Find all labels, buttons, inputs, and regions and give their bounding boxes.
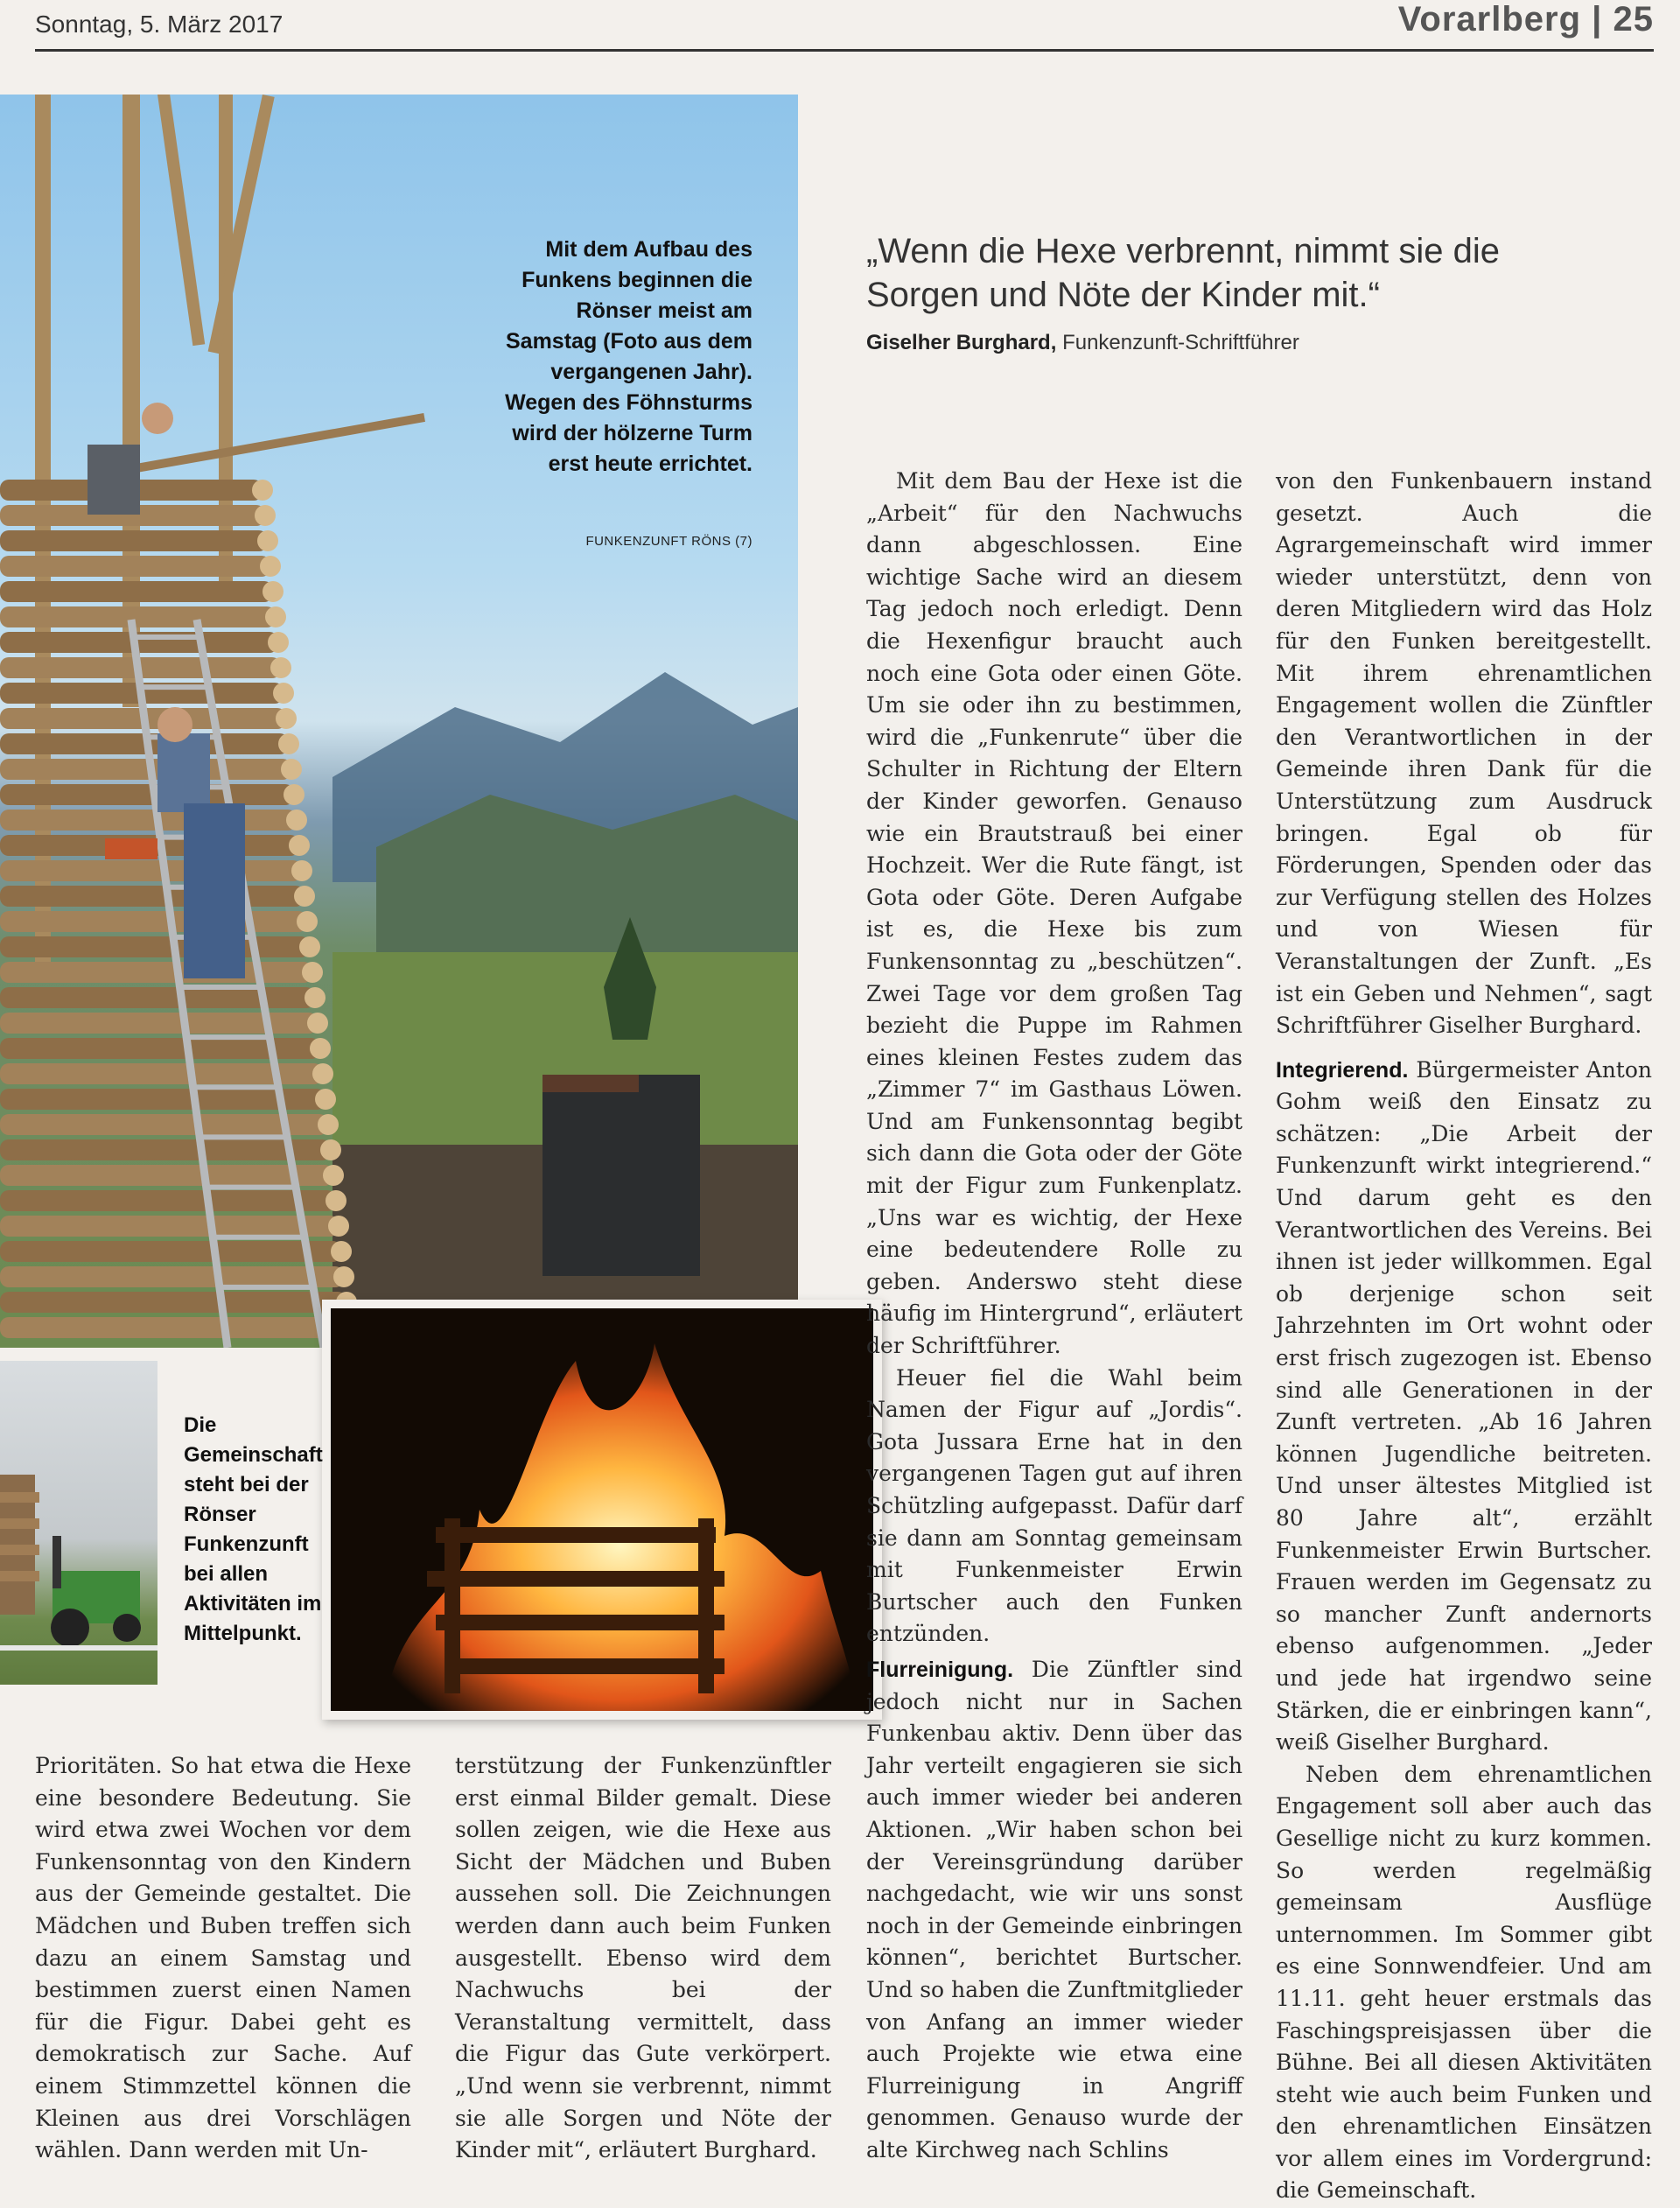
article-column-2 — [455, 1750, 831, 2167]
section-name: Vorarlberg — [1397, 0, 1582, 39]
article-text: Die Zünftler sind jedoch nicht nur in Sachen Funkenbau aktiv. Denn über das Jahr verteilt engagieren sie sich auch immer wieder bei anderen Aktionen. „Wir haben schon bei der Vereinsgründung darüber nachgedacht, wie wir uns sonst noch in der Gemeinde einbringen können“, berichtet Burtscher. Und so haben die Zunftmitglieder von Anfang an immer wieder auch Projekte wie etwa eine Flurreinigung in Angriff genommen. Genauso wurde der alte Kirchweg nach Schlins — [866, 1657, 1242, 2162]
article-paragraph — [866, 1654, 1242, 2167]
header-rule — [35, 49, 1654, 52]
article-column-4 — [1276, 466, 1652, 2207]
subheading-flurreinigung: Flurreinigung. — [866, 1658, 1014, 1682]
funken-fire-illustration — [331, 1308, 873, 1711]
quote-author: Giselher Burghard, — [866, 331, 1057, 354]
article-column-1 — [35, 1750, 411, 2167]
side-photo-caption: Die Gemeinschaft steht bei der Rönser Funkenzunft bei allen Aktivitäten im Mittelpunkt. — [184, 1413, 323, 1645]
article-text: Bürgermeister Anton Gohm weiß den Einsatz zu schätzen: „Die Arbeit der Funkenzunft wirkt integrierend.“ Und darum geht es den Verantwortlichen des Vereins. Bei ihnen ist jeder willkommen. Egal ob derjenige schon seit Jahrzehnten im Ort wohnt oder erst frisch zugezogen ist. Ebenso sind alle Generationen in der Zunft vertreten. „Ab 16 Jahren können Jugendliche beitreten. Und unser ältestes Mitglied ist 80 Jahre alt“, erzählt Funkenmeister Erwin Burtscher. Frauen werden im Gegensatz zu so mancher Zunft andernorts ebenso aufgenommen. „Jeder und jede hat irgendwo seine Stärken, die er einbringen kann“, weiß Giselher Burghard. — [1276, 1056, 1652, 1756]
tractor-illustration — [0, 1361, 158, 1685]
article-paragraph: Mit dem Bau der Hexe ist die „Arbeit“ für den Nachwuchs dann abgeschlossen. Eine wichtige Sache wird an diesem Tag jedoch noch erledigt. Denn die Hexenfigur braucht auch noch eine Gota oder einen Göte. Um sie oder ihn zu bestimmen, wird die „Funkenrute“ über die Schulter in Richtung der Eltern der Kinder geworfen. Genauso wie ein Brautstrauß bei einer Hochzeit. Wer die Rute fängt, ist Gota oder Göte. Deren Aufgabe ist es, die Hexe bis zum Funkensonntag zu „beschützen“. Zwei Tage vor dem großen Tag bezieht die Puppe im Rahmen eines kleinen Festes zudem das „Zimmer 7“ im Gasthaus Löwen. Und am Funkensonntag begibt sich dann die Gota oder der Göte mit der Figur zum Funkenplatz. „Uns war es wichtig, der Hexe eine bedeutendere Rolle zu geben. Anderswo steht diese häufig im Hintergrund“, erläutert der Schriftführer. — [866, 468, 1242, 1359]
article-column-3 — [866, 466, 1242, 1651]
section-header — [1398, 0, 1654, 39]
article-paragraph: Neben dem ehrenamtlichen Engagement soll aber auch das Gesellige nicht zu kurz kommen. So werden regelmäßig gemeinsam Ausflüge unternommen. Im Sommer gibt es eine Sonnwendfeier. Und am 11.11. geht heuer erstmals das Faschingspreisjassen über die Bühne. Bei all diesen Aktivitäten steht wie auch beim Funken und den ehrenamtlichen Einsätzen vor allem eines im Vordergrund: die Gemeinschaft. — [1276, 1761, 1652, 2204]
photo-credit: FUNKENZUNFT RÖNS (7) — [585, 534, 752, 549]
subheading-integrierend: Integrierend. — [1276, 1057, 1409, 1083]
tractor-photo — [0, 1361, 158, 1685]
quote-role: Funkenzunft-Schriftführer — [1062, 331, 1299, 354]
quote-attribution — [866, 331, 1566, 355]
main-photo-caption: Mit dem Aufbau des Funkens beginnen die Rönser meist am Samstag (Foto aus dem vergangenen Jahr). Wegen des Föhnsturms wird der hölzerne Turm erst heute errichtet. — [505, 237, 752, 476]
article-column-3-lower — [866, 1654, 1242, 2167]
pull-quote: „Wenn die Hexe verbrennt, nimmt sie die Sorgen und Nöte der Kinder mit.“ — [866, 232, 1501, 314]
funken-fire-photo — [331, 1308, 873, 1711]
page-number: 25 — [1613, 0, 1654, 39]
article-paragraph: Prioritäten. So hat etwa die Hexe eine besondere Bedeutung. Sie wird etwa zwei Wochen vor dem Funkensonntag von den Kindern aus der Gemeinde gestaltet. Die Mädchen und Buben treffen sich dazu an einem Samstag und bestimmen zuerst einen Namen für die Figur. Dabei geht es demokratisch zur Sache. Auf einem Stimmzettel können die Kleinen aus drei Vorschlägen wählen. Dann werden mit Un- — [35, 1753, 411, 2163]
issue-date: Sonntag, 5. März 2017 — [35, 11, 284, 38]
article-paragraph: terstützung der Funkenzünftler erst einmal Bilder gemalt. Diese sollen zeigen, wie die Hexe aus Sicht der Mädchen und Buben aussehen soll. Die Zeichnungen werden dann auch beim Funken ausgestellt. Ebenso wird dem Nachwuchs bei der Veranstaltung vermittelt, dass die Figur das Gute verkörpert. „Und wenn sie verbrennt, nimmt sie alle Sorgen und Nöte der Kinder mit“, erläutert Burghard. — [455, 1753, 831, 2163]
section-separator: | — [1592, 0, 1603, 39]
article-paragraph: Heuer fiel die Wahl beim Namen der Figur auf „Jordis“. Gota Jussara Erne hat in den vergangenen Tagen gut auf ihren Schützling aufgepasst. Dafür darf sie dann am Sonntag gemeinsam mit Funkenmeister Erwin Burtscher auch den Funken entzünden. — [866, 1364, 1242, 1647]
article-paragraph — [1276, 1055, 1652, 1759]
article-paragraph: von den Funkenbauern instand gesetzt. Auch die Agrargemeinschaft wird immer wieder unterstützt, denn von deren Mitgliedern wird das Holz für den Funken bereitgestellt. Mit ihrem ehrenamtlichen Engagement wollen die Zünftler den Verantwortlichen in der Gemeinde ihren Dank für die Unterstützung zum Ausdruck bringen. Egal ob für Förderungen, Spenden oder das zur Verfügung stellen des Holzes und von Wiesen für Veranstaltungen der Zunft. „Es ist ein Geben und Nehmen“, sagt Schriftführer Giselher Burghard. — [1276, 468, 1652, 1039]
